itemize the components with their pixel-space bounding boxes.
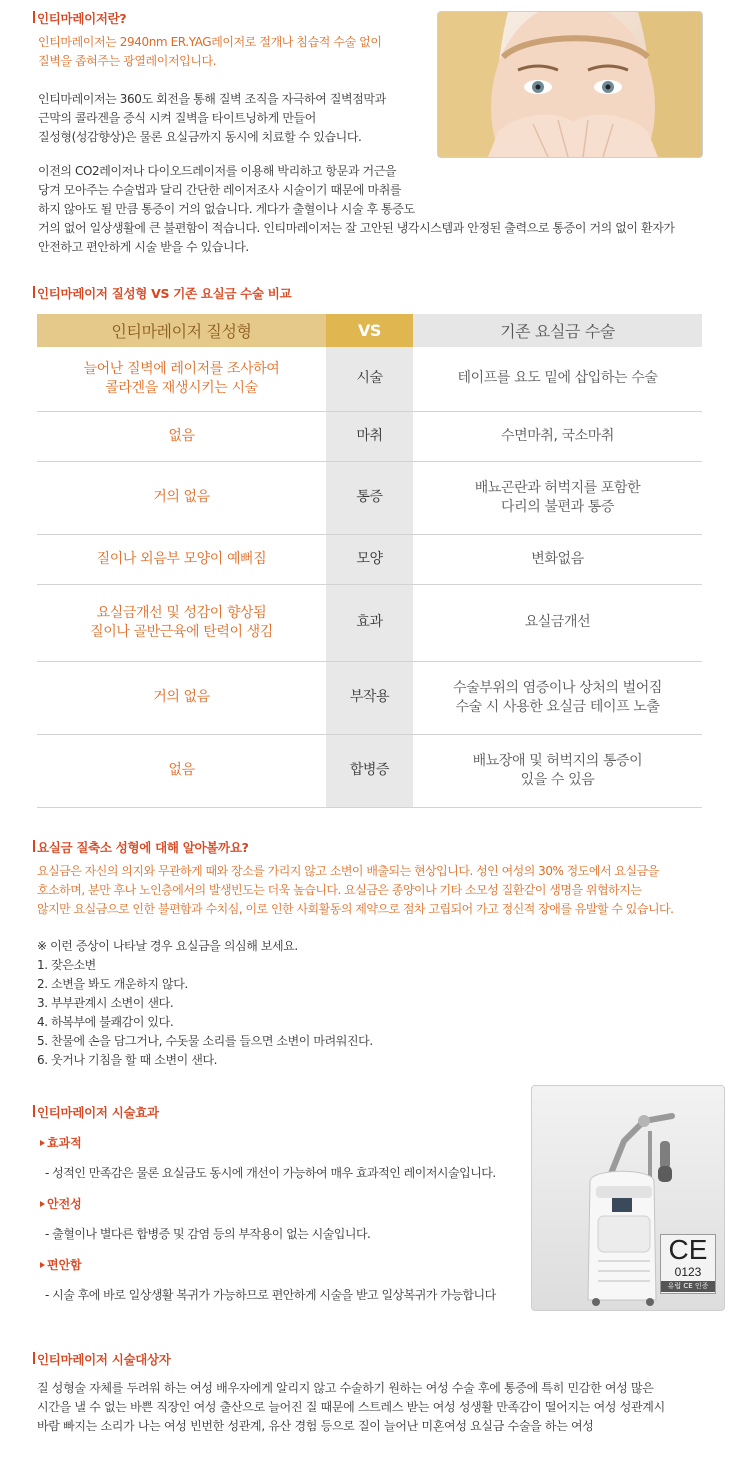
- ce-mark: CE: [668, 1234, 708, 1265]
- header-vs: VS: [326, 314, 413, 347]
- effect-label-text: 안전성: [47, 1197, 82, 1211]
- target-description: [37, 1379, 665, 1436]
- checklist-item: 4. 하복부에 불쾌감이 있다.: [37, 1015, 174, 1029]
- intro-line: 하지 않아도 될 만큼 통증이 거의 없습니다. 게다가 출혈이나 시술 후 통증도: [38, 202, 415, 216]
- checklist-item: 2. 소변을 봐도 개운하지 않다.: [37, 977, 188, 991]
- incontinence-line: 호소하며, 분만 후나 노인층에서의 발생빈도는 더욱 높습니다. 요실금은 종양이나 기타 소모성 질환같이 생명을 위협하지는: [37, 883, 642, 897]
- incontinence-title: 요실금 질축소 성형에 대해 알아볼까요?: [37, 840, 249, 855]
- checklist-item: 1. 잦은소변: [37, 958, 96, 972]
- conventional-cell: 배뇨장애 및 허벅지의 통증이 있을 수 있음: [413, 734, 702, 807]
- intro-lead: [38, 33, 382, 71]
- category-cell: 모양: [326, 534, 413, 584]
- triangle-bullet-icon: [40, 1201, 45, 1207]
- intro-line: 당겨 모아주는 수술법과 달리 간단한 레이저조사 시술이기 때문에 마취를: [38, 183, 402, 197]
- conventional-cell: 변화없음: [413, 534, 702, 584]
- target-line: 바람 빠지는 소리가 나는 여성 빈번한 성관계, 유산 경험 등으로 질이 늘어난 미혼여성 요실금 수술을 하는 여성: [37, 1419, 594, 1433]
- intro-line: 질성형(성감향상)은 물론 요실금까지 동시에 치료할 수 있습니다.: [38, 130, 362, 144]
- intro-title: 인티마레이저란?: [37, 11, 127, 26]
- effects-title: 인티마레이저 시술효과: [37, 1105, 159, 1120]
- intima-cell: 늘어난 질벽에 레이저를 조사하여 콜라겐을 재생시키는 시술: [37, 347, 326, 411]
- effect-label-text: 효과적: [47, 1136, 82, 1150]
- checklist-item: 3. 부부관계시 소변이 샌다.: [37, 996, 174, 1010]
- intima-cell: 없음: [37, 411, 326, 461]
- intro-paragraph-3: [38, 162, 675, 257]
- effect-label-safety: [40, 1195, 82, 1212]
- category-cell: 효과: [326, 584, 413, 661]
- laser-device-photo: [531, 1085, 725, 1311]
- ce-number: 0123: [674, 1265, 702, 1279]
- incontinence-line: 요실금은 자신의 의지와 무관하게 때와 장소를 가리지 않고 소변이 배출되는 현상입니다. 성인 여성의 30% 정도에서 요실금을: [37, 864, 659, 878]
- intro-lead-line: 인티마레이저는 2940nm ER.YAG레이저로 절개나 침습적 수술 없이: [38, 35, 382, 49]
- checklist-intro: ※ 이런 증상이 나타날 경우 요실금을 의심해 보세요.: [37, 939, 298, 953]
- conventional-cell: 요실금개선: [413, 584, 702, 661]
- target-line: 질 성형술 자체를 두려워 하는 여성 배우자에게 알리지 않고 수술하기 원하는 여성 수술 후에 통증에 특히 민감한 여성 많은: [37, 1381, 654, 1395]
- conventional-cell: 테이프를 요도 밑에 삽입하는 수술: [413, 347, 702, 411]
- incontinence-line: 않지만 요실금으로 인한 불편함과 수치심, 이로 인한 사회활동의 제약으로 점차 고립되어 가고 정신적 장애를 유발할 수 있습니다.: [37, 902, 674, 916]
- header-conventional: 기존 요실금 수술: [413, 314, 702, 347]
- comparison-row: [37, 661, 702, 734]
- intro-lead-line: 질벽을 좁혀주는 광열레이저입니다.: [38, 54, 217, 68]
- intima-cell: 거의 없음: [37, 661, 326, 734]
- category-cell: 통증: [326, 461, 413, 534]
- effect-label-comfort: [40, 1256, 82, 1273]
- comparison-row: [37, 584, 702, 661]
- intro-line: 안전하고 편안하게 시술 받을 수 있습니다.: [38, 240, 249, 254]
- triangle-bullet-icon: [40, 1262, 45, 1268]
- effect-label-text: 편안함: [47, 1258, 82, 1272]
- category-cell: 시술: [326, 347, 413, 411]
- intima-cell: 없음: [37, 734, 326, 807]
- comparison-title: 인티마레이저 질성형 VS 기존 요실금 수술 비교: [37, 286, 292, 301]
- triangle-bullet-icon: [40, 1140, 45, 1146]
- comparison-row: [37, 534, 702, 584]
- symptom-checklist: [37, 937, 373, 1070]
- comparison-header-row: [37, 314, 702, 347]
- checklist-item: 5. 찬물에 손을 담그거나, 수돗물 소리를 들으면 소변이 마려워진다.: [37, 1034, 373, 1048]
- effect-desc-effective: - 성적인 만족감은 물론 요실금도 동시에 개선이 가능하여 매우 효과적인 레이저시술입니다.: [45, 1166, 496, 1180]
- intima-cell: 요실금개선 및 성감이 향상됨 질이나 골반근육에 탄력이 생김: [37, 584, 326, 661]
- intima-cell: 거의 없음: [37, 461, 326, 534]
- intro-line: 거의 없어 일상생활에 큰 불편함이 적습니다. 인티마레이저는 잘 고안된 냉각시스템과 안정된 출력으로 통증이 거의 없이 환자가: [38, 221, 675, 235]
- ce-certification-badge: [660, 1234, 716, 1294]
- incontinence-desc: [37, 862, 673, 919]
- ce-caption: 유럽 CE 인증: [661, 1281, 715, 1292]
- category-cell: 합병증: [326, 734, 413, 807]
- comparison-row: [37, 461, 702, 534]
- comparison-table: [37, 314, 702, 808]
- category-cell: 부작용: [326, 661, 413, 734]
- intro-line: 인티마레이저는 360도 회전을 통해 질벽 조직을 자극하여 질벽점막과: [38, 92, 386, 106]
- target-title: 인티마레이저 시술대상자: [37, 1352, 171, 1367]
- comparison-row: [37, 347, 702, 411]
- effect-desc-comfort: - 시술 후에 바로 일상생활 복귀가 가능하므로 편안하게 시술을 받고 일상복귀가 가능합니다: [45, 1288, 496, 1302]
- woman-face-photo: [437, 11, 703, 158]
- intro-line: 이전의 CO2레이저나 다이오드레이저를 이용해 박리하고 항문과 거근을: [38, 164, 397, 178]
- checklist-item: 6. 웃거나 기침을 할 때 소변이 샌다.: [37, 1053, 218, 1067]
- woman-face-illustration: [438, 12, 702, 157]
- intro-line: 근막의 콜라겐을 증식 시켜 질벽을 타이트닝하게 만들어: [38, 111, 316, 125]
- comparison-row: [37, 411, 702, 461]
- intro-paragraph-2: [38, 90, 386, 147]
- intima-cell: 질이나 외음부 모양이 예뻐짐: [37, 534, 326, 584]
- effect-desc-safety: - 출혈이나 별다른 합병증 및 감염 등의 부작용이 없는 시술입니다.: [45, 1227, 371, 1241]
- conventional-cell: 배뇨곤란과 허벅지를 포함한 다리의 불편과 통증: [413, 461, 702, 534]
- header-intima: 인티마레이저 질성형: [37, 314, 326, 347]
- conventional-cell: 수면마취, 국소마취: [413, 411, 702, 461]
- effect-label-effective: [40, 1134, 82, 1151]
- target-line: 시간을 낼 수 없는 바쁜 직장인 여성 출산으로 늘어진 질 때문에 스트레스 받는 여성 성생활 만족감이 떨어지는 여성 성관계시: [37, 1400, 665, 1414]
- conventional-cell: 수술부위의 염증이나 상처의 벌어짐 수술 시 사용한 요실금 테이프 노출: [413, 661, 702, 734]
- category-cell: 마취: [326, 411, 413, 461]
- comparison-row: [37, 734, 702, 807]
